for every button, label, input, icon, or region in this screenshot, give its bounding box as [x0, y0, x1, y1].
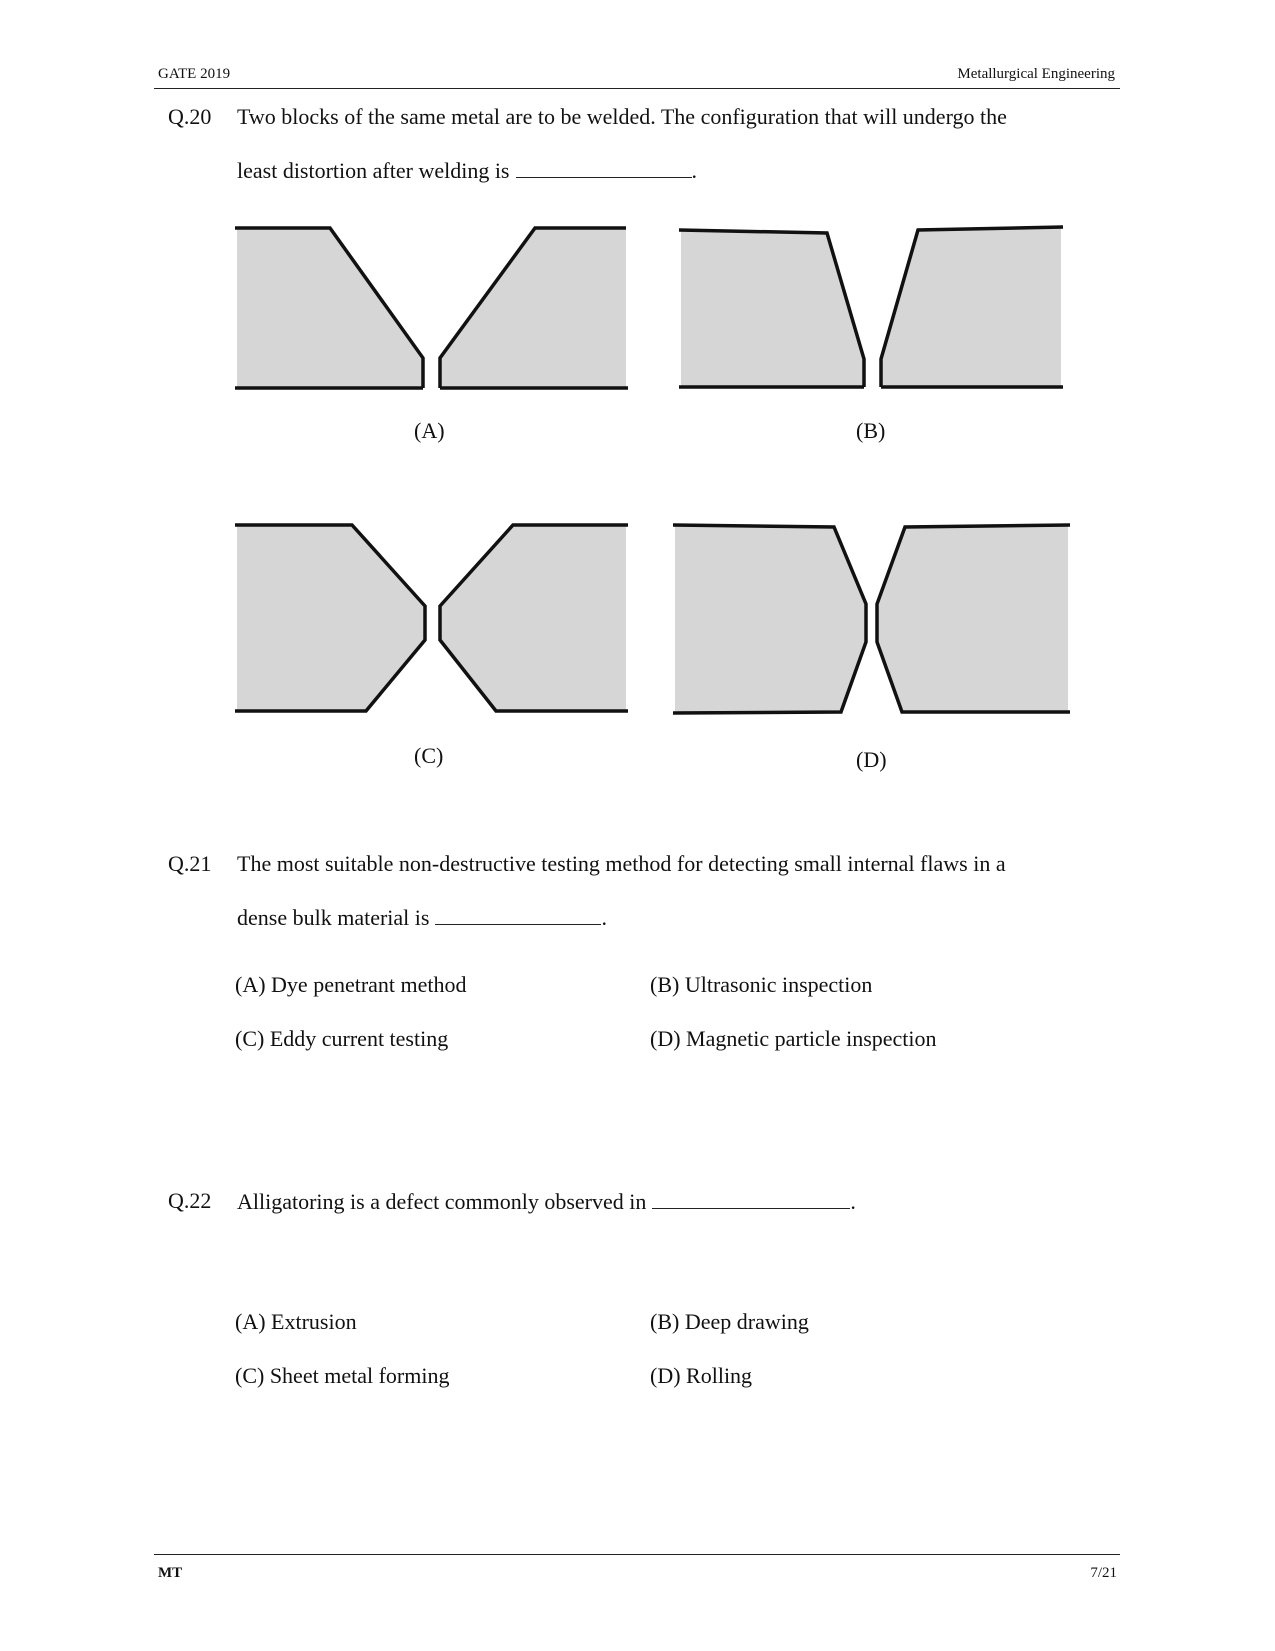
q22-option-b: (B) Deep drawing	[650, 1309, 809, 1334]
q21-option-b: (B) Ultrasonic inspection	[650, 972, 873, 997]
figure-b-right-block	[881, 227, 1061, 387]
q21-number: Q.21	[168, 851, 212, 876]
figure-d-left-block	[675, 525, 866, 713]
page-number: 7/21	[1090, 1565, 1117, 1581]
figure-c-left-block	[237, 525, 425, 711]
footer-rule	[154, 1554, 1120, 1555]
q22-answer-blank	[652, 1188, 850, 1209]
caption-d: (D)	[856, 747, 887, 772]
q21-option-a: (A) Dye penetrant method	[235, 972, 467, 997]
q22-option-c: (C) Sheet metal forming	[235, 1363, 450, 1388]
q20-number: Q.20	[168, 104, 212, 129]
caption-a: (A)	[414, 418, 445, 443]
paper-code: MT	[158, 1565, 183, 1581]
q21-text-line2: dense bulk material is	[237, 905, 430, 930]
caption-c: (C)	[414, 743, 444, 768]
caption-b: (B)	[856, 418, 886, 443]
figure-a-left-block	[237, 228, 423, 388]
figure-c-right-block	[440, 525, 626, 711]
weld-joint-figures	[0, 0, 1275, 800]
figure-d-right-block	[877, 525, 1068, 712]
figure-b-left-block	[681, 230, 864, 387]
q20-text-line2: least distortion after welding is	[237, 158, 510, 183]
q21-text-line1: The most suitable non-destructive testing method for detecting small internal flaws in a	[237, 851, 1006, 876]
q22-text-line1: Alligatoring is a defect commonly observed in	[237, 1189, 647, 1214]
figure-a-right-block	[440, 228, 626, 388]
exam-title: GATE 2019	[158, 66, 231, 82]
q21-option-c: (C) Eddy current testing	[235, 1026, 449, 1051]
q22-number: Q.22	[168, 1188, 212, 1213]
q21-answer-blank	[435, 904, 601, 925]
q22-option-d: (D) Rolling	[650, 1363, 753, 1388]
q22-option-a: (A) Extrusion	[235, 1309, 357, 1334]
q21-option-d: (D) Magnetic particle inspection	[650, 1026, 937, 1051]
q20-text-line1: Two blocks of the same metal are to be welded. The configuration that will undergo the	[237, 104, 1007, 129]
subject-title: Metallurgical Engineering	[957, 66, 1115, 82]
